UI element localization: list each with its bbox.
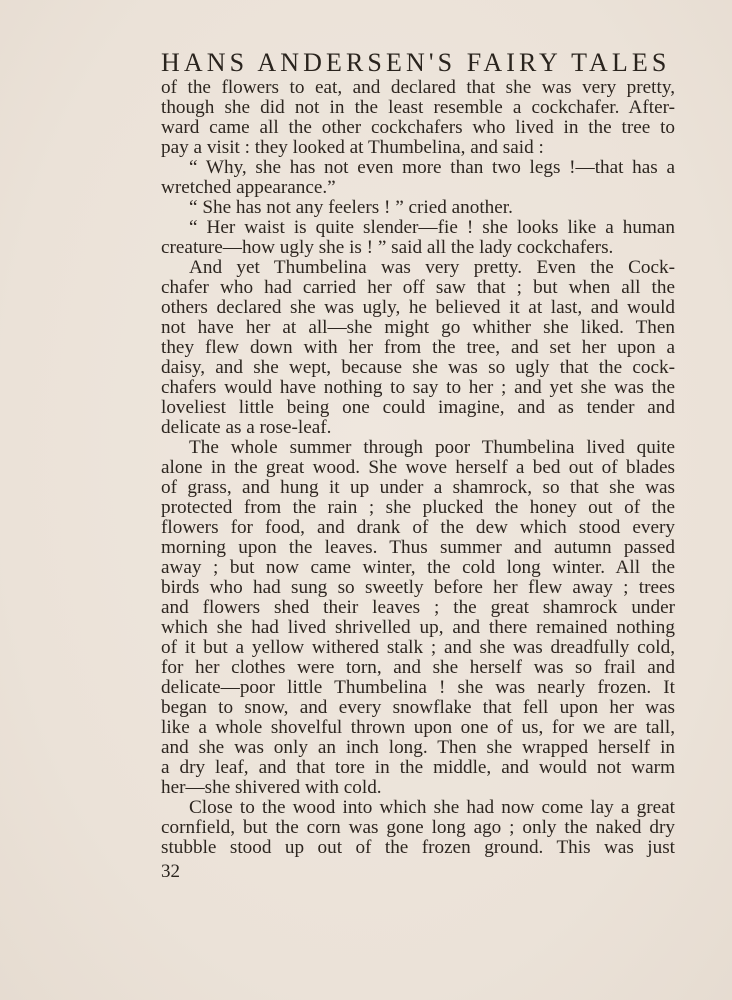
text-line: not have her at all—she might go whither she liked. Then — [161, 317, 675, 338]
body-text — [161, 78, 675, 858]
text-line: cornfield, but the corn was gone long ago ; only the naked dry — [161, 817, 675, 838]
text-line: began to snow, and every snowflake that fell upon her was — [161, 697, 675, 718]
text-line: others declared she was ugly, he believed it at last, and would — [161, 297, 675, 318]
text-line: though she did not in the least resemble a cockchafer. After- — [161, 97, 675, 118]
text-line: creature—how ugly she is ! ” said all the lady cockchafers. — [161, 237, 614, 258]
text-line: wretched appearance.” — [161, 177, 336, 198]
text-line: they flew down with her from the tree, and set her upon a — [161, 337, 675, 358]
text-line: delicate as a rose-leaf. — [161, 417, 332, 438]
text-line: The whole summer through poor Thumbelina lived quite — [189, 437, 675, 458]
text-line: of the flowers to eat, and declared that she was very pretty, — [161, 77, 675, 98]
text-line: delicate—poor little Thumbelina ! she was nearly frozen. It — [161, 677, 675, 698]
text-line: pay a visit : they looked at Thumbelina, and said : — [161, 137, 544, 158]
text-line: of it but a yellow withered stalk ; and she was dreadfully cold, — [161, 637, 675, 658]
text-line: loveliest little being one could imagine, and as tender and — [161, 397, 675, 418]
text-line: “ She has not any feelers ! ” cried another. — [189, 197, 513, 218]
text-line: daisy, and she wept, because she was so ugly that the cock- — [161, 357, 675, 378]
text-line: her—she shivered with cold. — [161, 777, 382, 798]
text-line: for her clothes were torn, and she herself was so frail and — [161, 657, 675, 678]
text-line: a dry leaf, and that tore in the middle, and would not warm — [161, 757, 675, 778]
text-line: morning upon the leaves. Thus summer and autumn passed — [161, 537, 675, 558]
text-line: and she was only an inch long. Then she wrapped herself in — [161, 737, 675, 758]
text-line: of grass, and hung it up under a shamrock, so that she was — [161, 477, 675, 498]
text-line: flowers for food, and drank of the dew which stood every — [161, 517, 675, 538]
text-line: and flowers shed their leaves ; the great shamrock under — [161, 597, 675, 618]
text-line: chafer who had carried her off saw that ; but when all the — [161, 277, 675, 298]
text-line: away ; but now came winter, the cold long winter. All the — [161, 557, 675, 578]
page-number: 32 — [161, 861, 180, 882]
text-line: “ Why, she has not even more than two legs !—that has a — [189, 157, 675, 178]
text-line: “ Her waist is quite slender—fie ! she looks like a human — [189, 217, 675, 238]
text-line: birds who had sung so sweetly before her flew away ; trees — [161, 577, 675, 598]
text-line: stubble stood up out of the frozen ground. This was just — [161, 837, 675, 858]
text-line: ward came all the other cockchafers who lived in the tree to — [161, 117, 675, 138]
text-line: Close to the wood into which she had now come lay a great — [189, 797, 675, 818]
running-title: HANS ANDERSEN'S FAIRY TALES — [161, 48, 671, 77]
text-line: chafers would have nothing to say to her ; and yet she was the — [161, 377, 675, 398]
text-line: like a whole shovelful thrown upon one of us, for we are tall, — [161, 717, 675, 738]
text-line: And yet Thumbelina was very pretty. Even the Cock- — [189, 257, 675, 278]
text-line: alone in the great wood. She wove herself a bed out of blades — [161, 457, 675, 478]
text-line: protected from the rain ; she plucked the honey out of the — [161, 497, 675, 518]
text-line: which she had lived shrivelled up, and there remained nothing — [161, 617, 675, 638]
